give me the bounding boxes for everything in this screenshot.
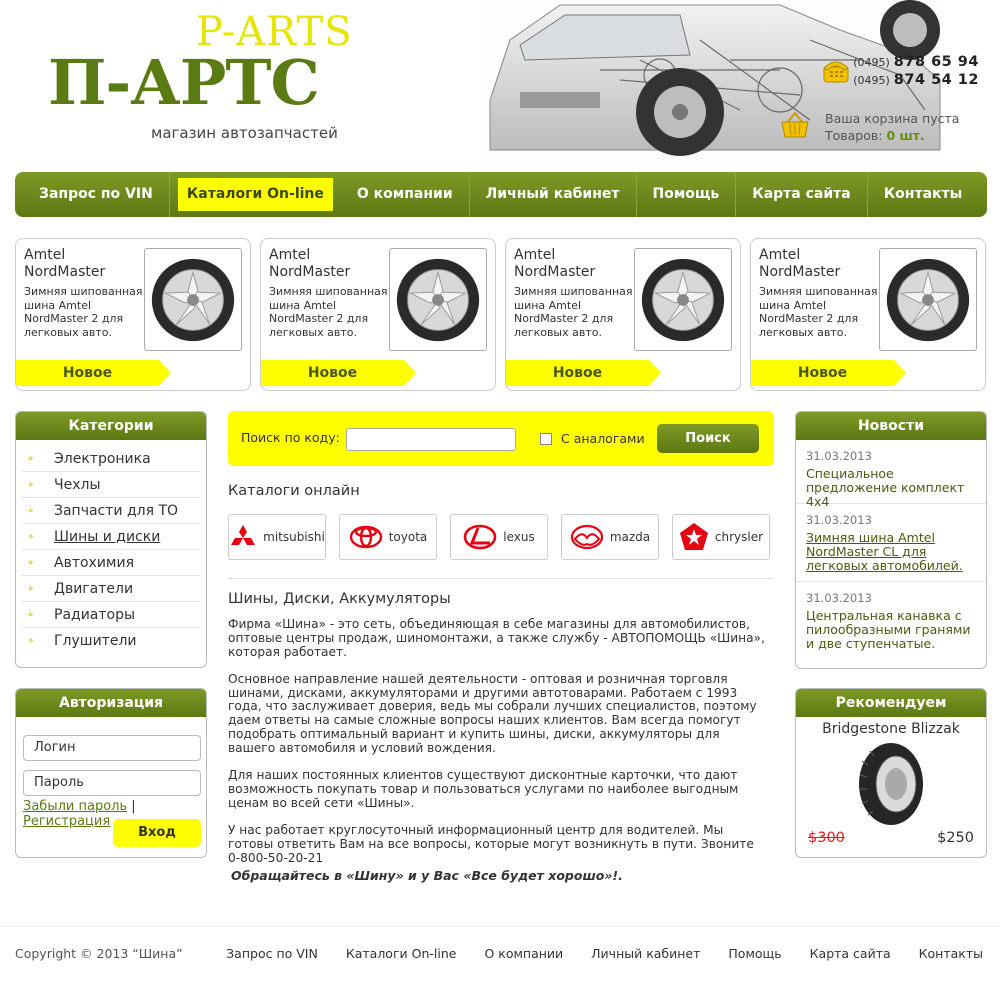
new-badge — [751, 360, 894, 386]
category-item[interactable] — [22, 446, 200, 472]
article-body — [228, 618, 768, 879]
password-input[interactable]: Пароль — [23, 770, 201, 796]
bullet-icon: » — [28, 609, 34, 620]
category-label: Глушители — [54, 633, 137, 649]
tire-image[interactable] — [856, 741, 926, 827]
new-badge-label: Новое — [307, 365, 358, 381]
nav-online-catalogs[interactable]: Каталоги On-line — [178, 178, 333, 211]
cart-status: Ваша корзина пуста — [825, 111, 960, 126]
brand-list — [228, 514, 770, 560]
analogs-checkbox[interactable] — [540, 433, 552, 445]
logo-latin: P-ARTS — [196, 9, 353, 55]
category-item[interactable] — [22, 576, 200, 602]
new-badge — [261, 360, 404, 386]
article-paragraph: Для наших постоянных клиентов существуют дисконтные карточки, что дают возможность покупать товар и пользоваться услугами по наиболее выгодным ценам во всей сети «Шины». — [228, 768, 739, 810]
news-date: 31.03.2013 — [806, 449, 872, 463]
bullet-icon: » — [28, 583, 34, 594]
new-products — [15, 238, 986, 391]
brand-mazda[interactable]: mazda — [561, 514, 659, 560]
login-input[interactable]: Логин — [23, 735, 201, 761]
article-paragraph: Основное направление нашей деятельности - оптовая и розничная торговля шинами, дисками, аккумуляторами и другими автотоварами. Работаем с 1993 года, что заслуживает доверия, ведь мы собрали лучших специалистов, поэтому даем ответы на самые сложные вопросы наших клиентов. Вам всегда помогут подобрать оптимальный вариант и купить шины, диски, аккумуляторы для вашего автомобиля и условий вождения. — [228, 671, 757, 755]
footer-link-help[interactable]: Помощь — [728, 946, 782, 961]
category-label: Запчасти для ТО — [54, 502, 179, 519]
product-title[interactable]: Amtel NordMaster — [759, 247, 841, 280]
categories-box — [15, 411, 207, 668]
product-card[interactable] — [260, 238, 496, 391]
main-nav — [15, 172, 987, 217]
new-badge — [16, 360, 159, 386]
category-item[interactable] — [22, 628, 200, 654]
category-label: Автохимия — [54, 554, 135, 571]
news-date: 31.03.2013 — [806, 591, 872, 605]
brand-chrysler[interactable]: chrysler — [672, 514, 770, 560]
product-title[interactable]: Amtel NordMaster — [24, 247, 106, 280]
nav-account[interactable]: Личный кабинет — [470, 172, 637, 217]
phone-line-1[interactable]: (0495) 878 65 94 — [853, 54, 979, 70]
recommend-product-name[interactable]: Bridgestone Blizzak — [822, 721, 960, 737]
category-item[interactable] — [22, 498, 200, 524]
auth-box — [15, 688, 207, 858]
wheel-image[interactable] — [144, 248, 242, 351]
code-search — [228, 411, 774, 466]
mazda-logo-icon — [570, 524, 604, 550]
product-card[interactable] — [750, 238, 986, 391]
footer-divider — [0, 926, 1000, 927]
register-link[interactable]: Регистрация — [23, 814, 111, 829]
categories-list — [16, 440, 206, 654]
category-label: Двигатели — [54, 580, 134, 597]
old-price: $300 — [808, 830, 845, 846]
new-badge-label: Новое — [62, 365, 113, 381]
footer-link-about[interactable]: О компании — [484, 946, 564, 961]
toyota-logo-icon — [349, 525, 383, 549]
news-box — [795, 411, 987, 669]
search-button[interactable]: Поиск — [657, 424, 759, 453]
bullet-icon: » — [28, 479, 34, 490]
category-label: Чехлы — [54, 476, 101, 493]
category-label: Электроника — [54, 450, 151, 467]
article-title: Шины, Диски, Аккумуляторы — [228, 591, 451, 607]
footer-link-catalogs[interactable]: Каталоги On-line — [345, 946, 457, 961]
product-card[interactable] — [15, 238, 251, 391]
footer-nav — [226, 946, 983, 961]
news-text: Специальное предложение комплект 4x4 — [806, 466, 965, 509]
categories-title: Категории — [16, 412, 206, 440]
content-divider — [228, 578, 774, 579]
brand-lexus[interactable]: lexus — [450, 514, 548, 560]
new-badge — [506, 360, 649, 386]
current-price: $250 — [937, 830, 974, 846]
lexus-logo-icon — [463, 524, 497, 550]
footer-link-account[interactable]: Личный кабинет — [591, 946, 701, 961]
catalogs-title: Каталоги онлайн — [228, 483, 360, 499]
article-closing: Обращайтесь в «Шину» и у Вас «Все будет хорошо»!. — [231, 868, 623, 883]
news-text: Центральная канавка с пилообразными гранями и две ступенчатые. — [806, 608, 971, 651]
category-item[interactable] — [22, 550, 200, 576]
nav-contacts[interactable]: Контакты — [883, 186, 963, 202]
category-item[interactable] — [22, 472, 200, 498]
footer-link-contacts[interactable]: Контакты — [918, 946, 983, 961]
product-title[interactable]: Amtel NordMaster — [269, 247, 351, 280]
news-text[interactable]: Зимняя шина Amtel NordMaster CL для легковых автомобилей. — [806, 530, 963, 573]
news-item[interactable] — [796, 582, 986, 651]
brand-mitsubishi[interactable]: mitsubishi — [228, 514, 326, 560]
news-item[interactable] — [796, 504, 986, 582]
category-item[interactable] — [22, 602, 200, 628]
nav-vin-request[interactable]: Запрос по VIN — [23, 172, 170, 217]
chrysler-logo-icon — [679, 522, 709, 552]
news-date: 31.03.2013 — [806, 513, 872, 527]
bullet-icon: » — [28, 557, 34, 568]
wheel-image[interactable] — [389, 248, 487, 351]
search-label: Поиск по коду: — [241, 430, 340, 445]
category-label: Радиаторы — [54, 606, 136, 623]
cart-count: Товаров: 0 шт. — [825, 128, 925, 143]
product-description: Зимняя шипованная шина Amtel NordMaster 2 для легковых авто. — [24, 285, 143, 339]
new-badge-label: Новое — [552, 365, 603, 381]
wheel-image[interactable] — [879, 248, 977, 351]
mitsubishi-logo-icon — [229, 524, 257, 550]
nav-about[interactable]: О компании — [341, 172, 470, 217]
new-badge-label: Новое — [797, 365, 848, 381]
recommend-title: Рекомендуем — [796, 689, 986, 717]
product-description: Зимняя шипованная шина Amtel NordMaster 2 для легковых авто. — [269, 285, 388, 339]
phone-list — [822, 54, 979, 90]
article-paragraph: Фирма «Шина» - это сеть, объединяющая в себе магазины для автомобилистов, оптовые центры продаж, шиномонтажи, а также службу - АВТОПОМОЩЬ «Шина», которая работает. — [228, 617, 765, 659]
logo-tagline: магазин автозапчастей — [151, 124, 338, 142]
bullet-icon: » — [28, 636, 34, 646]
nav-sitemap[interactable]: Карта сайта — [736, 172, 867, 217]
nav-help[interactable]: Помощь — [637, 172, 737, 217]
recommend-box — [795, 688, 987, 858]
search-input[interactable] — [346, 428, 516, 451]
category-label: Шины и диски — [54, 528, 161, 545]
product-description: Зимняя шипованная шина Amtel NordMaster 2 для легковых авто. — [759, 285, 878, 339]
logo-cyrillic: П-АРТС — [48, 46, 319, 119]
bullet-icon: » — [28, 531, 34, 542]
product-description: Зимняя шипованная шина Amtel NordMaster 2 для легковых авто. — [514, 285, 633, 339]
brand-toyota[interactable]: toyota — [339, 514, 437, 560]
bullet-icon: » — [28, 505, 34, 516]
footer-link-sitemap[interactable]: Карта сайта — [809, 946, 891, 961]
footer-link-vin[interactable]: Запрос по VIN — [226, 946, 318, 961]
news-title: Новости — [796, 412, 986, 440]
phone-line-2[interactable]: (0495) 874 54 12 — [853, 72, 979, 88]
news-item[interactable] — [796, 440, 986, 509]
login-button[interactable]: Вход — [113, 819, 201, 847]
product-card[interactable] — [505, 238, 741, 391]
product-title[interactable]: Amtel NordMaster — [514, 247, 596, 280]
article-paragraph: У нас работает круглосуточный информационный центр для водителей. Мы готовы ответить Вам на все вопросы, которые могут возникнуть в пути. Звоните 0-800-50-20-21 — [228, 823, 754, 865]
cart-summary[interactable] — [825, 110, 959, 144]
auth-separator: | — [131, 799, 136, 814]
copyright: Copyright © 2013 “Шина” — [15, 946, 183, 961]
bullet-icon: » — [28, 453, 34, 464]
basket-icon[interactable] — [780, 110, 810, 140]
category-item[interactable] — [22, 524, 200, 550]
analogs-label[interactable]: С аналогами — [561, 431, 645, 446]
forgot-password-link[interactable]: Забыли пароль — [23, 799, 128, 814]
wheel-image[interactable] — [634, 248, 732, 351]
auth-title: Авторизация — [16, 689, 206, 717]
